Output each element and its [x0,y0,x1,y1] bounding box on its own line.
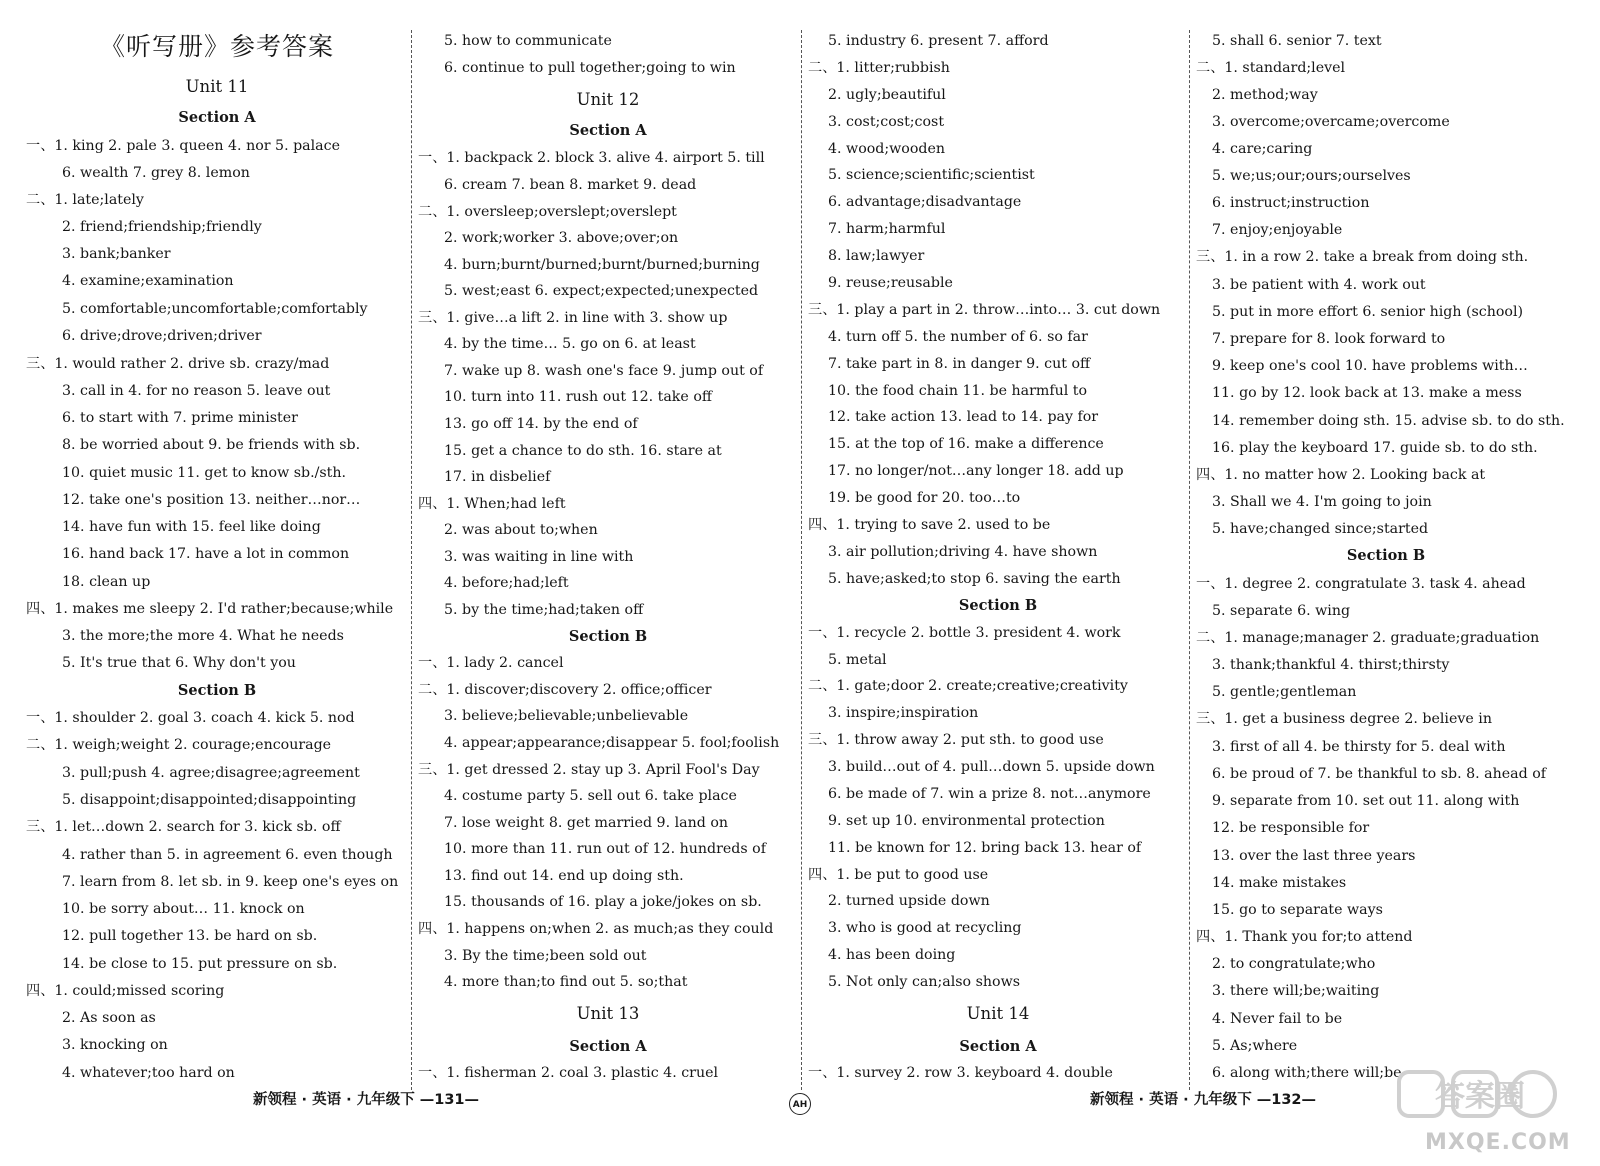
answer-line: 2. method;way [1212,87,1318,103]
unit-heading: Unit 11 [185,77,249,96]
answer-line: 4. rather than 5. in agreement 6. even though [62,847,393,863]
answer-line: 3. overcome;overcame;overcome [1212,114,1450,130]
answer-line: 5. have;changed since;started [1212,521,1429,537]
section-heading: Section A [569,1038,647,1055]
answer-line: 4. wood;wooden [828,141,945,157]
section-heading: Section B [958,597,1038,614]
answer-line: 3. knocking on [62,1037,168,1053]
answer-line: 12. be responsible for [1212,820,1370,836]
answer-line: 4. turn off 5. the number of 6. so far [828,329,1088,345]
answer-line: 二、1. weigh;weight 2. courage;encourage [26,737,332,753]
answer-line: 5. we;us;our;ours;ourselves [1212,168,1411,184]
answer-line: 四、1. When;had left [418,496,566,512]
answer-line: 3. call in 4. for no reason 5. leave out [62,383,331,399]
answer-line: 13. go off 14. by the end of [444,416,638,432]
answer-line: 一、1. backpack 2. block 3. alive 4. airport 5. till [418,150,765,166]
answer-line: 7. harm;harmful [828,221,946,237]
answer-line: 5. It's true that 6. Why don't you [62,655,296,671]
answer-line: 7. wake up 8. wash one's face 9. jump out of [444,363,764,379]
section-heading: Section B [1346,547,1426,564]
answer-line: 6. drive;drove;driven;driver [62,328,262,344]
answer-line: 5. by the time;had;taken off [444,602,644,618]
column-divider [801,30,802,1090]
answer-line: 11. be known for 12. bring back 13. hear of [828,840,1142,856]
unit-heading: Unit 14 [966,1004,1030,1023]
answer-line: 2. was about to;when [444,522,598,538]
column-divider [411,30,412,1090]
answer-line: 三、1. play a part in 2. throw…into… 3. cut down [808,302,1161,318]
answer-line: 四、1. makes me sleepy 2. I'd rather;because;while [26,601,394,617]
answer-line: 5. science;scientific;scientist [828,167,1035,183]
answer-line: 四、1. no matter how 2. Looking back at [1196,467,1486,483]
answer-line: 6. instruct;instruction [1212,195,1370,211]
answer-line: 3. air pollution;driving 4. have shown [828,544,1098,560]
answer-line: 4. whatever;too hard on [62,1065,235,1081]
answer-line: 二、1. late;lately [26,192,144,208]
answer-line: 6. wealth 7. grey 8. lemon [62,165,250,181]
section-heading: Section B [568,628,648,645]
answer-line: 2. to congratulate;who [1212,956,1376,972]
answer-line: 3. cost;cost;cost [828,114,945,130]
answer-line: 14. remember doing sth. 15. advise sb. to do sth. [1212,413,1565,429]
footer-right: 新领程 · 英语 · 九年级下 —132— [1090,1092,1317,1108]
answer-line: 10. quiet music 11. get to know sb./sth. [62,465,347,481]
answer-line: 三、1. get dressed 2. stay up 3. April Fool's Day [418,762,760,778]
answer-line: 8. law;lawyer [828,248,925,264]
answer-line: 三、1. let…down 2. search for 3. kick sb. off [26,819,341,835]
answer-line: 6. advantage;disadvantage [828,194,1022,210]
answer-line: 3. bank;banker [62,246,171,262]
answer-line: 三、1. would rather 2. drive sb. crazy/mad [26,356,330,372]
answer-line: 4. more than;to find out 5. so;that [444,974,688,990]
answer-line: 3. Shall we 4. I'm going to join [1212,494,1432,510]
answer-line: 15. thousands of 16. play a joke/jokes on sb. [444,894,762,910]
answer-line: 3. the more;the more 4. What he needs [62,628,344,644]
answer-line: 5. west;east 6. expect;expected;unexpected [444,283,759,299]
answer-line: 5. As;where [1212,1038,1298,1054]
answer-line: 13. over the last three years [1212,848,1416,864]
answer-line: 3. there will;be;waiting [1212,983,1380,999]
answer-line: 一、1. degree 2. congratulate 3. task 4. ahead [1196,576,1526,592]
answer-line: 5. disappoint;disappointed;disappointing [62,792,357,808]
section-heading: Section B [177,682,257,699]
answer-line: 一、1. recycle 2. bottle 3. president 4. work [808,625,1121,641]
answer-line: 一、1. lady 2. cancel [418,655,564,671]
answer-line: 7. prepare for 8. look forward to [1212,331,1446,347]
section-heading: Section A [569,122,647,139]
answer-line: 2. As soon as [62,1010,156,1026]
answer-line: 7. learn from 8. let sb. in 9. keep one's eyes on [62,874,399,890]
answer-line: 3. inspire;inspiration [828,705,979,721]
answer-line: 3. was waiting in line with [444,549,634,565]
answer-line: 4. costume party 5. sell out 6. take place [444,788,737,804]
answer-line: 4. examine;examination [62,273,234,289]
answer-line: 一、1. king 2. pale 3. queen 4. nor 5. palace [26,138,340,154]
answer-line: 15. at the top of 16. make a difference [828,436,1104,452]
watermark-logo-text: 答案圈 [1435,1079,1525,1114]
answer-line: 四、1. trying to save 2. used to be [808,517,1051,533]
answer-line: 16. hand back 17. have a lot in common [62,546,350,562]
answer-line: 三、1. give…a lift 2. in line with 3. show up [418,310,728,326]
answer-line: 4. before;had;left [444,575,569,591]
answer-line: 9. separate from 10. set out 11. along with [1212,793,1520,809]
answer-line: 3. first of all 4. be thirsty for 5. deal with [1212,739,1506,755]
answer-line: 7. enjoy;enjoyable [1212,222,1343,238]
publisher-logo: AH [789,1093,811,1115]
answer-line: 四、1. be put to good use [808,867,989,883]
answer-line: 2. friend;friendship;friendly [62,219,262,235]
answer-line: 4. burn;burnt/burned;burnt/burned;burning [444,257,760,273]
answer-line: 5. Not only can;also shows [828,974,1020,990]
answer-line: 4. by the time… 5. go on 6. at least [444,336,696,352]
answer-line: 3. be patient with 4. work out [1212,277,1426,293]
column-divider [1189,30,1190,1090]
answer-line: 12. take action 13. lead to 14. pay for [828,409,1099,425]
answer-line: 14. make mistakes [1212,875,1347,891]
answer-line: 5. separate 6. wing [1212,603,1351,619]
answer-line: 二、1. discover;discovery 2. office;officer [418,682,712,698]
footer-left: 新领程 · 英语 · 九年级下 —131— [253,1092,480,1108]
answer-line: 3. pull;push 4. agree;disagree;agreement [62,765,360,781]
section-heading: Section A [178,109,256,126]
answer-line: 17. no longer/not…any longer 18. add up [828,463,1124,479]
answer-line: 15. go to separate ways [1212,902,1383,918]
answer-line: 5. metal [828,652,887,668]
section-heading: Section A [959,1038,1037,1055]
answer-line: 一、1. shoulder 2. goal 3. coach 4. kick 5. nod [26,710,355,726]
answer-line: 10. more than 11. run out of 12. hundreds of [444,841,766,857]
unit-heading: Unit 13 [576,1004,640,1023]
answer-line: 19. be good for 20. too…to [828,490,1021,506]
answer-line: 14. be close to 15. put pressure on sb. [62,956,338,972]
answer-line: 10. the food chain 11. be harmful to [828,383,1088,399]
answer-line: 10. turn into 11. rush out 12. take off [444,389,712,405]
answer-line: 8. be worried about 9. be friends with sb. [62,437,361,453]
answer-line: 4. care;caring [1212,141,1313,157]
answer-line: 四、1. could;missed scoring [26,983,225,999]
answer-line: 3. By the time;been sold out [444,948,647,964]
answer-line: 四、1. Thank you for;to attend [1196,929,1413,945]
answer-line: 三、1. throw away 2. put sth. to good use [808,732,1104,748]
answer-line: 5. gentle;gentleman [1212,684,1357,700]
answer-line: 一、1. fisherman 2. coal 3. plastic 4. cruel [418,1065,719,1081]
answer-line: 9. reuse;reusable [828,275,953,291]
answer-line: 四、1. happens on;when 2. as much;as they could [418,921,774,937]
answer-line: 11. go by 12. look back at 13. make a mess [1212,385,1522,401]
answer-line: 18. clean up [62,574,151,590]
answer-line: 7. lose weight 8. get married 9. land on [444,815,729,831]
answer-line: 6. to start with 7. prime minister [62,410,298,426]
answer-line: 4. appear;appearance;disappear 5. fool;foolish [444,735,780,751]
answer-line: 二、1. oversleep;overslept;overslept [418,204,677,220]
answer-line: 17. in disbelief [444,469,551,485]
answer-line: 3. build…out of 4. pull…down 5. upside down [828,759,1155,775]
answer-line: 二、1. gate;door 2. create;creative;creativity [808,678,1128,694]
answer-line: 6. be made of 7. win a prize 8. not…anymore [828,786,1151,802]
unit-heading: Unit 12 [576,90,640,109]
answer-line: 6. along with;there will;be [1212,1065,1402,1081]
page-title: 《听写册》参考答案 [99,32,334,61]
answer-line: 13. find out 14. end up doing sth. [444,868,684,884]
answer-line: 12. pull together 13. be hard on sb. [62,928,318,944]
answer-line: 5. put in more effort 6. senior high (school) [1212,304,1524,320]
answer-line: 二、1. manage;manager 2. graduate;graduation [1196,630,1540,646]
answer-line: 5. shall 6. senior 7. text [1212,33,1382,49]
answer-line: 2. ugly;beautiful [828,87,946,103]
answer-line: 6. be proud of 7. be thankful to sb. 8. ahead of [1212,766,1546,782]
answer-line: 2. work;worker 3. above;over;on [444,230,679,246]
answer-line: 16. play the keyboard 17. guide sb. to do sth. [1212,440,1538,456]
answer-line: 三、1. get a business degree 2. believe in [1196,711,1492,727]
answer-line: 12. take one's position 13. neither…nor… [62,492,361,508]
watermark-site: MXQE.COM [1425,1130,1571,1155]
answer-line: 6. continue to pull together;going to win [444,60,736,76]
answer-line: 10. be sorry about… 11. knock on [62,901,305,917]
answer-line: 5. industry 6. present 7. afford [828,33,1049,49]
answer-line: 二、1. litter;rubbish [808,60,950,76]
answer-line: 5. have;asked;to stop 6. saving the earth [828,571,1121,587]
answer-line: 3. who is good at recycling [828,920,1022,936]
answer-line: 三、1. in a row 2. take a break from doing sth. [1196,249,1529,265]
answer-line: 9. keep one's cool 10. have problems with… [1212,358,1528,374]
answer-line: 一、1. survey 2. row 3. keyboard 4. double [808,1065,1113,1081]
answer-line: 6. cream 7. bean 8. market 9. dead [444,177,697,193]
answer-line: 3. believe;believable;unbelievable [444,708,689,724]
answer-line: 7. take part in 8. in danger 9. cut off [828,356,1091,372]
answer-line: 4. has been doing [828,947,956,963]
answer-line: 9. set up 10. environmental protection [828,813,1105,829]
answer-line: 15. get a chance to do sth. 16. stare at [444,443,722,459]
answer-line: 二、1. standard;level [1196,60,1346,76]
answer-line: 5. how to communicate [444,33,612,49]
answer-line: 14. have fun with 15. feel like doing [62,519,321,535]
answer-line: 4. Never fail to be [1212,1011,1343,1027]
answer-line: 5. comfortable;uncomfortable;comfortably [62,301,368,317]
answer-line: 2. turned upside down [828,893,990,909]
answer-line: 3. thank;thankful 4. thirst;thirsty [1212,657,1450,673]
